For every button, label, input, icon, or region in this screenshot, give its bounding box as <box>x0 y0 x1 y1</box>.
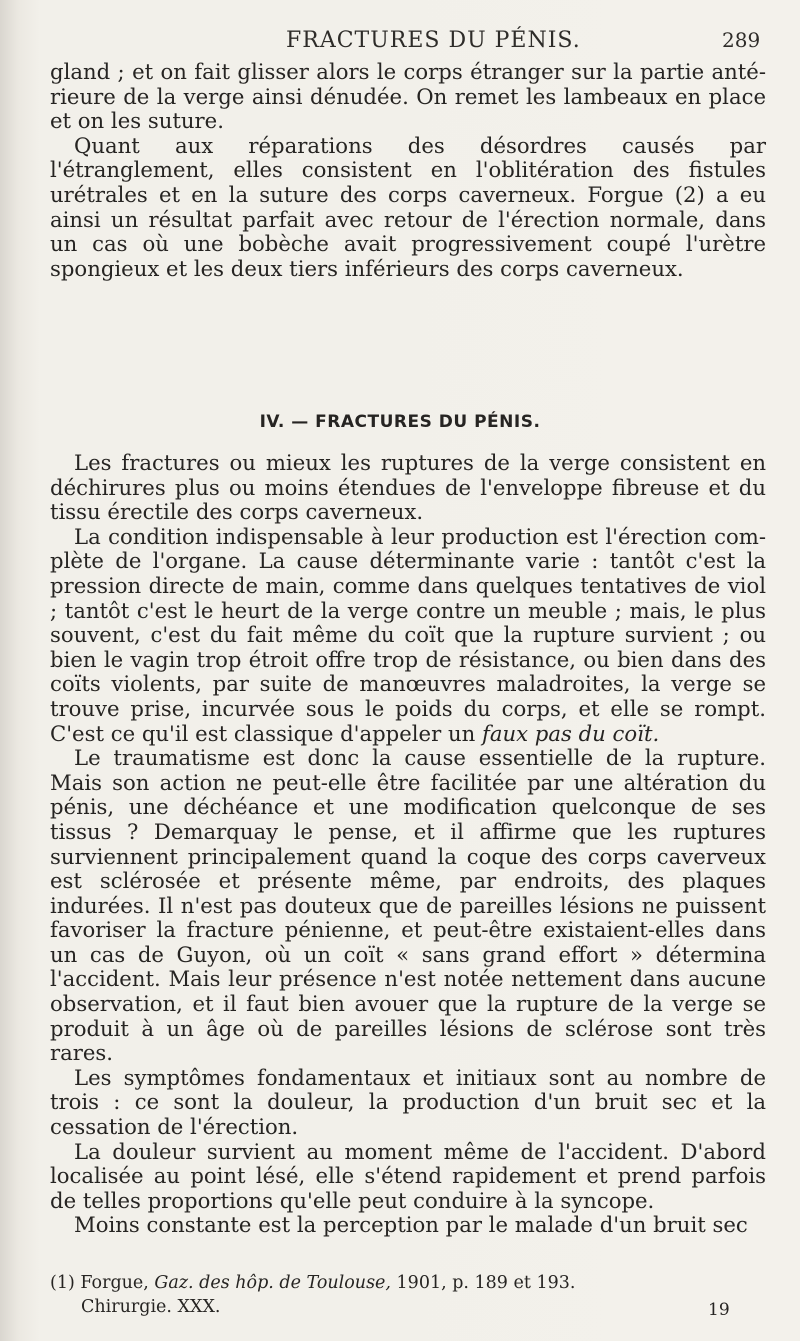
paragraph <box>50 525 766 746</box>
paragraph: gland ; et on fait glisser alors le corps étranger sur la partie antérieure de la verge ainsi dénudée. On remet les lambeaux en place et on les suture. <box>50 59 766 134</box>
footnote <box>50 1271 766 1319</box>
page-number: 289 <box>722 28 761 52</box>
paragraph: Les fractures ou mieux les ruptures de la verge consistent en déchirures plus ou moins étendues de l'enveloppe fibreuse et du tissu érectile des corps caverneux. <box>50 450 766 525</box>
intro-text <box>50 60 766 281</box>
footnote-line: Chirurgie. XXX. <box>81 1297 221 1317</box>
section-heading: IV. — FRACTURES DU PÉNIS. <box>259 412 541 432</box>
footnote-source: Gaz. des hôp. de Toulouse, <box>154 1273 391 1293</box>
paragraph: Quant aux réparations des désordres causés par l'étranglement, elles consistent en l'oblitération des fistules urétrales et en la suture des corps caverneux. Forgue (2) a eu ainsi un résultat parfait avec retour de l'érection normale, dans un cas où une bobèche avait progressivement coupé l'urètre spongieux et les deux tiers inférieurs des corps caverneux. <box>50 132 766 281</box>
paragraph: Moins constante est la perception par le malade d'un bruit sec <box>74 1212 748 1238</box>
running-title: FRACTURES DU PÉNIS. <box>286 28 581 53</box>
signature-mark: 19 <box>708 1300 730 1320</box>
italic-phrase: faux pas du coït. <box>482 720 660 746</box>
paragraph: Le traumatisme est donc la cause essentielle de la rupture. Mais son action ne peut-elle être facilitée par une altération du pénis, une déchéance et une modification quelconque de ses tissus ? Demarquay le pense, et il affirme que les ruptures surviennent principalement quand la coque des corps caverveux est sclérosée et présente même, par endroits, des plaques indurées. Il n'est pas douteux que de pareilles lésions ne puissent favoriser la fracture pénienne, et peut-être existaient-elles dans un cas de Guyon, où un coït « sans grand effort » détermina l'accident. Mais leur présence n'est notée nettement dans aucune observation, et il faut bien avouer que la rupture de la verge se produit à un âge où de pareilles lésions de sclérose sont très rares. <box>50 745 766 1066</box>
paragraph: La douleur survient au moment même de l'accident. D'abord localisée au point lésé, elle s'étend rapidement et prend parfois de telles proportions qu'elle peut conduire à la syncope. <box>50 1138 766 1213</box>
section-body <box>50 451 766 1238</box>
footnote-marker: (1) Forgue, <box>50 1273 149 1293</box>
paragraph-text: La condition indispensable à leur production est l'érection complète de l'organe. La cause déterminante varie : tantôt c'est la pression directe de main, comme dans quelques tentatives de viol ; tantôt c'est le heurt de la verge contre un meuble ; mais, le plus souvent, c'est du fait même du coït que la rupture survient ; ou bien le vagin trop étroit offre trop de résistance, ou bien dans des coïts violents, par suite de manœuvres maladroites, la verge se trouve prise, incurvée sous le poids du corps, et elle se rompt. C'est ce qu'il est classique d'appeler un <box>50 523 766 746</box>
footnote-line <box>50 1271 766 1295</box>
page-header <box>0 20 800 60</box>
paragraph: Les symptômes fondamentaux et initiaux sont au nombre de trois : ce sont la douleur, la production d'un bruit sec et la cessation de l'érection. <box>50 1064 766 1140</box>
footnote-details: 1901, p. 189 et 193. <box>396 1273 576 1293</box>
